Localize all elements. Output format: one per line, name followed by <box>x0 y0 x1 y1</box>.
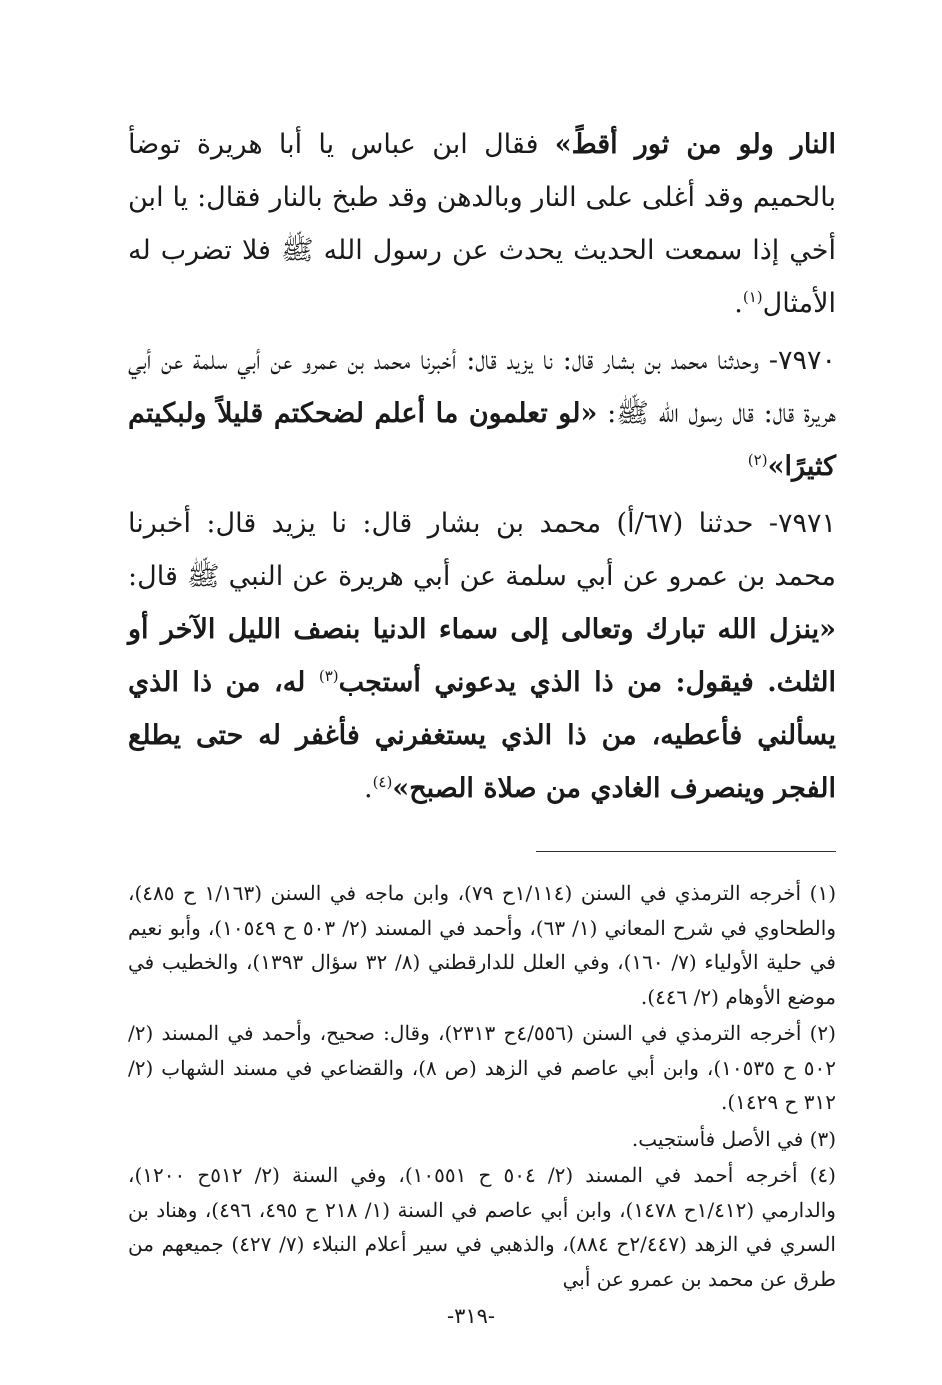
hadith-text: «لو تعلمون ما أعلم لضحكتم قليلاً ولبكيتم كثيرًا» <box>128 398 836 482</box>
footnote-1: (١) أخرجه الترمذي في السنن (١/١١٤ح ٧٩)، وابن ماجه في السنن (١/١٦٣ ح ٤٨٥)، والطحاوي في شرح المعاني (١/ ٦٣)، وأحمد في المسند (٢/ ٥٠٣ ح ١٠٥٤٩)، وأبو نعيم في حلية الأولياء (٧/ ١٦٠)، وفي العلل للدارقطني (٨/ ٣٢ سؤال ١٣٩٣)، والخطيب في موضع الأوهام (٢/ ٤٤٦). <box>128 881 836 1009</box>
paragraph-7970 <box>128 334 836 493</box>
page-body <box>128 118 836 1298</box>
period: . <box>363 773 373 804</box>
paragraph-7971 <box>128 497 836 815</box>
hadith-text: النار ولو من ثور أقطً» <box>554 129 836 160</box>
narration-text: فقال ابن عباس يا أبا هريرة توضأ بالحميم وقد أغلى على النار وبالدهن وقد طبخ بالنار فقال: يا ابن أخي إذا سمعت الحديث يحدث عن رسول الله ﷺ فلا تضرب له الأمثال <box>128 129 836 319</box>
main-text <box>128 118 836 815</box>
footnote-4: (٤) أخرجه أحمد في المسند (٢/ ٥٠٤ ح ١٠٥٥١)، وفي السنة (٢/ ٥١٢ح ١٢٠٠)، والدارمي (١/٤١٢ح ١٤٧٨)، وابن أبي عاصم في السنة (١/ ٢١٨ ح ٤٩٥، ٤٩٦)، وهناد بن السري في الزهد (٢/٤٤٧ح ٨٨٤)، والذهبي في سير أعلام النبلاء (٧/ ٤٢٧) جميعهم من طرق عن محمد بن عمرو عن أبي <box>128 1163 836 1291</box>
isnad-text: وحدثنا محمد بن بشار قال: نا يزيد قال: أخبرنا محمد بن عمرو عن أبي سلمة عن أبي هريرة قال: قال رسول الله ﷺ: <box>128 345 836 429</box>
page-number: -٣١٩- <box>446 1304 496 1328</box>
footnote-2: (٢) أخرجه الترمذي في السنن (٤/٥٥٦ح ٢٣١٣)، وقال: صحيح، وأحمد في المسند (٢/ ٥٠٢ ح ١٠٥٣٥)، وابن أبي عاصم في الزهد (ص ٨)، والقضاعي في مسند الشهاب (٢/ ٣١٢ ح ١٤٢٩). <box>128 1021 837 1114</box>
footnote-ref-1[interactable]: (١) <box>742 288 763 306</box>
footnote-ref-3[interactable]: (٣) <box>318 667 339 685</box>
footnote-ref-4[interactable]: (٤) <box>372 773 393 791</box>
footnote-3: (٣) في الأصل فأستجيب. <box>631 1126 836 1151</box>
hadith-number: ٧٩٧١- <box>768 508 836 539</box>
footnote-ref-2[interactable]: (٢) <box>747 451 768 469</box>
hadith-number: ٧٩٧٠- <box>768 345 836 376</box>
hadith-text-part-2: له، من ذا الذي يسألني فأعطيه، من ذا الذي يستغفرني فأغفر له حتى يطلع الفجر وينصرف الغادي من صلاة الصبح» <box>128 667 836 804</box>
paragraph-1 <box>128 118 836 330</box>
hadith-text-part-1: «ينزل الله تبارك وتعالى إلى سماء الدنيا بنصف الليل الآخر أو الثلث. فيقول: من ذا الذي يدعوني أستجب <box>128 614 836 698</box>
isnad-text: حدثنا (٦٧/أ) محمد بن بشار قال: نا يزيد قال: أخبرنا محمد بن عمرو عن أبي سلمة عن أبي هريرة عن النبي ﷺ قال: <box>128 508 836 592</box>
footnotes <box>128 876 836 1296</box>
footnote-separator <box>536 851 836 852</box>
period: . <box>734 288 743 319</box>
